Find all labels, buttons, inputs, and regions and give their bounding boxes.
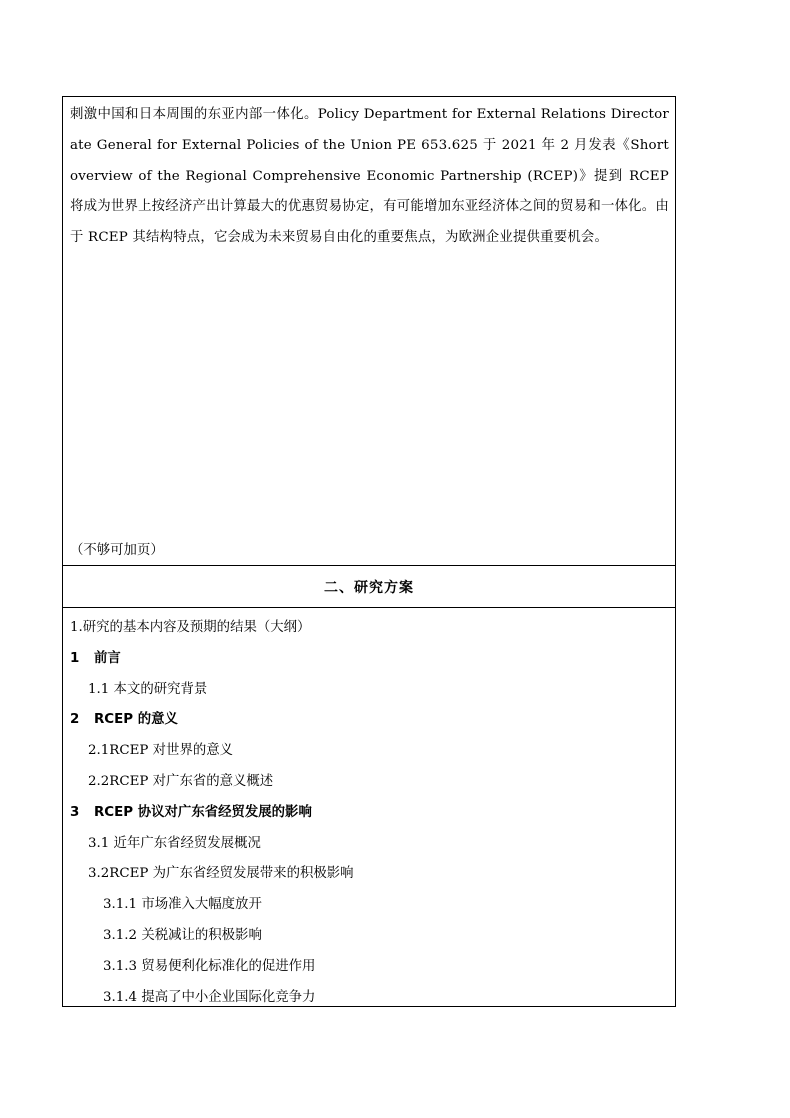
- outline-subsubitem: 3.1.2 关税减让的积极影响: [103, 927, 262, 943]
- chapter-number: 2: [70, 712, 80, 728]
- outline-intro-line: 1.研究的基本内容及预期的结果（大纲）: [70, 620, 311, 635]
- outline-subitem: 1.1 本文的研究背景: [88, 681, 208, 697]
- outline-subsubitem: 3.1.4 提高了中小企业国际化竞争力: [103, 989, 316, 1005]
- background-cell: [63, 97, 675, 566]
- section-heading: 二、研究方案: [63, 566, 675, 608]
- outline-subitem: 2.1RCEP 对世界的意义: [88, 743, 234, 759]
- outline-subsubitem: 3.1.1 市场准入大幅度放开: [103, 897, 262, 913]
- background-paragraph: 刺激中国和日本周围的东亚内部一体化。Policy Department for External Relations Directorate General for External Policies of the Union PE 653.625 于 2021 年 2 月发表《Short overview of the Regional Comprehensive Economic Partnership (RCEP)》提到 RCEP 将成为世界上按经济产出计算最大的优惠贸易协定，有可能增加东亚经济体之间的贸易和一体化。由于 RCEP 其结构特点，它会成为未来贸易自由化的重要焦点，为欧洲企业提供重要机会。: [70, 107, 669, 246]
- chapter-heading-2: [70, 705, 669, 736]
- chapter-heading-1: [70, 644, 669, 675]
- chapter-title: RCEP 的意义: [94, 712, 178, 728]
- chapter-title: 前言: [94, 650, 121, 666]
- chapter-heading-3: [70, 798, 669, 829]
- add-page-note: （不够可加页）: [70, 543, 164, 558]
- chapter-number: 3: [70, 804, 80, 820]
- outline-cell: [63, 608, 675, 1006]
- chapter-number: 1: [70, 650, 80, 666]
- chapter-title: RCEP 协议对广东省经贸发展的影响: [94, 804, 312, 820]
- outline-subitem: 3.2RCEP 为广东省经贸发展带来的积极影响: [88, 866, 354, 882]
- outline-subitem: 2.2RCEP 对广东省的意义概述: [88, 773, 274, 789]
- outline-subitem: 3.1 近年广东省经贸发展概况: [88, 835, 261, 851]
- outline-subsubitem: 3.1.3 贸易便利化标准化的促进作用: [103, 958, 316, 974]
- form-table: [62, 96, 676, 1007]
